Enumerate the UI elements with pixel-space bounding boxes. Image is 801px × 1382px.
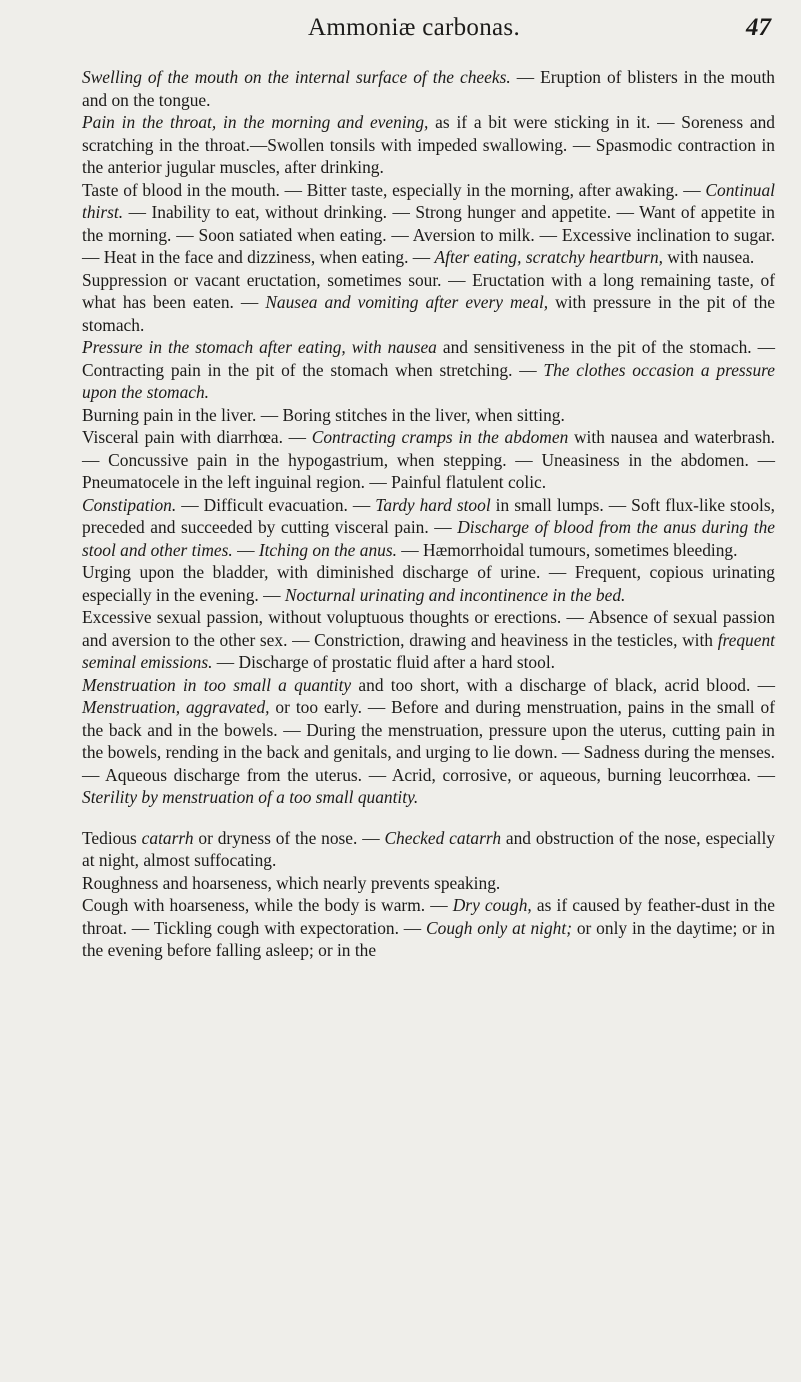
text-run: with nausea and waterbrash. — Concussive pain in the hypogastrium, when stepping. — Uneasiness in the abdomen. — Pneumatocele in the left inguinal region. — Painful flatulent colic. [82,427,776,492]
italic-text: Dry cough, [452,895,532,915]
text-run: or only in the daytime; or in the evening before falling asleep; or in the [82,917,775,960]
italic-text: Continual thirst. [82,179,775,222]
italic-text: Pressure in the stomach after eating, with nausea [82,337,437,357]
text-run: and sensitiveness in the pit of the stomach. — Contracting pain in the pit of the stomach when stretching. — [82,337,776,380]
italic-text: Menstruation in too small a quantity [82,674,352,695]
paragraph [82,872,775,895]
italic-text: catarrh [141,827,194,848]
italic-text: Cough only at night; [426,917,572,938]
italic-text: Swelling of the mouth on the internal surface of the cheeks. [82,67,511,87]
italic-text: Constipation. [82,494,177,515]
text-run: as if a bit were sticking in it. — Soreness and scratching in the throat.—Swollen tonsils with impeded swallowing. — Spasmodic contraction in the anterior jugular muscles, after drinking. [82,112,775,177]
paragraph [82,179,775,269]
text-run: Tedious [82,827,142,848]
paragraph [82,336,775,404]
paragraph [82,111,775,179]
text-run: with pressure in the pit of the stomach. [82,292,775,335]
page-header [0,14,801,54]
italic-text: frequent seminal emissions. [82,629,775,672]
italic-text: Pain in the throat, in the morning and evening, [82,112,429,132]
paragraph [82,606,775,674]
text-run: and obstruction of the nose, especially at night, almost suffocating. [82,827,775,870]
paragraph [82,66,775,111]
italic-text: The clothes occasion a pressure upon the stomach. [82,359,775,402]
paragraph [82,269,775,337]
italic-text: Itching on the anus. [258,539,397,560]
italic-text: After eating, scratchy heartburn, [434,247,663,267]
paragraph [82,561,775,606]
text-run: in small lumps. — Soft flux-like stools, preceded and succeeded by cutting visceral pain. — [82,494,775,537]
italic-text: Contracting cramps in the abdomen [311,427,569,447]
text-run: and too short, with a discharge of black, acrid blood. — [351,674,776,695]
text-run: — Inability to eat, without drinking. — Strong hunger and appetite. — Want of appetite in the morning. — Soon satiated when eating. — Aversion to milk. — Excessive inclination to sugar. — Heat in the face and dizziness, when eating. — [82,202,775,267]
paragraph [82,494,775,562]
text-run: Cough with hoarseness, while the body is warm. — [82,895,453,915]
text-run: Roughness and hoarseness, which nearly prevents speaking. [82,872,501,893]
page-number: 47 [746,14,771,41]
text-run: — Eruption of blisters in the mouth and on the tongue. [82,67,776,110]
body-text [82,66,775,962]
italic-text: Checked catarrh [384,827,502,848]
italic-text: Menstruation, aggravated, [82,697,270,717]
paragraph [82,827,775,872]
paragraph [82,894,775,962]
text-run: or dryness of the nose. — [193,827,385,848]
text-run: — Discharge of prostatic fluid after a hard stool. [212,652,555,672]
paragraph [82,404,775,427]
text-run: or too early. — Before and during menstruation, pains in the small of the back and in the bowels. — During the menstruation, pressure upon the uterus, cutting pain in the bowels, rending in the back and genitals, and urging to lie down. — Sadness during the menses. — Aqueous discharge from the uterus. — Acrid, corrosive, or aqueous, burning leucorrhœa. — [82,697,775,785]
text-run: Urging upon the bladder, with diminished discharge of urine. — Frequent, copious urinating especially in the evening. — [82,562,775,605]
text-run: — [232,539,259,560]
italic-text: Nocturnal urinating and incontinence in the bed. [284,584,626,605]
text-run: Burning pain in the liver. — Boring stitches in the liver, when sitting. [82,404,565,425]
text-run: Excessive sexual passion, without voluptuous thoughts or erections. — Absence of sexual passion and aversion to the other sex. — Constriction, drawing and heaviness in the testicles, with [82,607,775,650]
text-run: Suppression or vacant eructation, sometimes sour. — Eructation with a long remaining taste, of what has been eaten. — [82,269,775,312]
text-run: Taste of blood in the mouth. — Bitter taste, especially in the morning, after awaking. — [82,179,706,200]
running-title: Ammoniæ carbonas. [308,14,521,41]
paragraph [82,426,775,494]
italic-text: Sterility by menstruation of a too small quantity. [82,787,419,807]
text-run: Visceral pain with diarrhœa. — [82,427,312,447]
italic-text: Nausea and vomiting after every meal, [265,292,549,312]
text-run: with nausea. [663,247,755,267]
text-run: — Hæmorrhoidal tumours, sometimes bleeding. [396,539,738,560]
paragraph [82,674,775,809]
text-run: as if caused by feather-dust in the throat. — Tickling cough with expectoration. — [82,895,775,938]
text-run: — Difficult evacuation. — [176,494,376,515]
italic-text: Tardy hard stool [375,494,491,515]
italic-text: Discharge of blood from the anus during the stool and other times. [82,517,775,560]
